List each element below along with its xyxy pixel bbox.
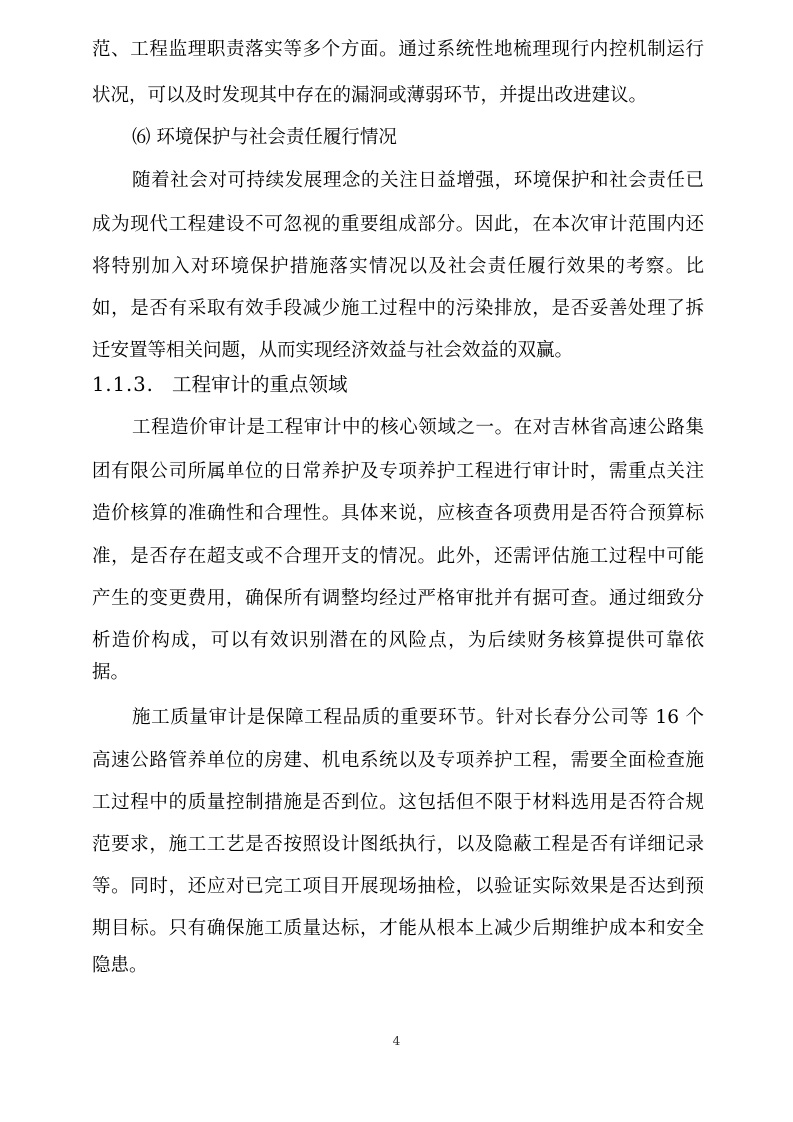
section-heading (92, 373, 348, 397)
paragraph-3-line-1: 工程造价审计是工程审计中的核心领域之一。在对吉林省高速公路集 (132, 417, 704, 438)
paragraph-2-line-5: 迁安置等相关问题，从而实现经济效益与社会效益的双赢。 (92, 340, 574, 361)
paragraph-2-line-1: 随着社会对可持续发展理念的关注日益增强，环境保护和社会责任已 (132, 170, 704, 191)
paragraph-4-line-2: 高速公路管养单位的房建、机电系统以及专项养护工程，需要全面检查施 (92, 750, 704, 771)
paragraph-3-line-2: 团有限公司所属单位的日常养护及专项养护工程进行审计时，需重点关注 (92, 461, 704, 482)
paragraph-3-line-6: 析造价构成，可以有效识别潜在的风险点，为后续财务核算提供可靠依 (92, 630, 704, 651)
paragraph-4-line-6: 期目标。只有确保施工质量达标，才能从根本上减少后期维护成本和安全 (92, 918, 704, 939)
section-title: 工程审计的重点领域 (172, 373, 348, 396)
paragraph-2-line-4: 如，是否有采取有效手段减少施工过程中的污染排放，是否妥善处理了拆 (92, 298, 704, 319)
paragraph-3-line-4: 准，是否存在超支或不合理开支的情况。此外，还需评估施工过程中可能 (92, 546, 704, 567)
paragraph-1-line-2: 状况，可以及时发现其中存在的漏洞或薄弱环节，并提出改进建议。 (92, 85, 648, 106)
paragraph-4-line-7: 隐患。 (92, 955, 148, 976)
page-number: 4 (392, 1034, 401, 1048)
paragraph-4-line-4: 范要求，施工工艺是否按照设计图纸执行，以及隐蔽工程是否有详细记录 (92, 834, 704, 855)
paragraph-4-line-5: 等。同时，还应对已完工项目开展现场抽检，以验证实际效果是否达到预 (92, 876, 704, 897)
paragraph-4-line-1: 施工质量审计是保障工程品质的重要环节。针对长春分公司等 16 个 (132, 707, 704, 728)
subsection-6-title: ⑹ 环境保护与社会责任履行情况 (132, 127, 397, 148)
paragraph-2-line-2: 成为现代工程建设不可忽视的重要组成部分。因此，在本次审计范围内还 (92, 214, 704, 235)
paragraph-3-line-7: 据。 (92, 662, 130, 683)
paragraph-2-line-3: 将特别加入对环境保护措施落实情况以及社会责任履行效果的考察。比 (92, 256, 704, 277)
paragraph-1-line-1: 范、工程监理职责落实等多个方面。通过系统性地梳理现行内控机制运行 (92, 39, 704, 60)
section-number: 1.1.3. (92, 373, 154, 396)
paragraph-4-line-3: 工过程中的质量控制措施是否到位。这包括但不限于材料选用是否符合规 (92, 792, 704, 813)
paragraph-3-line-5: 产生的变更费用，确保所有调整均经过严格审批并有据可查。通过细致分 (92, 588, 704, 609)
paragraph-3-line-3: 造价核算的准确性和合理性。具体来说，应核查各项费用是否符合预算标 (92, 503, 704, 524)
